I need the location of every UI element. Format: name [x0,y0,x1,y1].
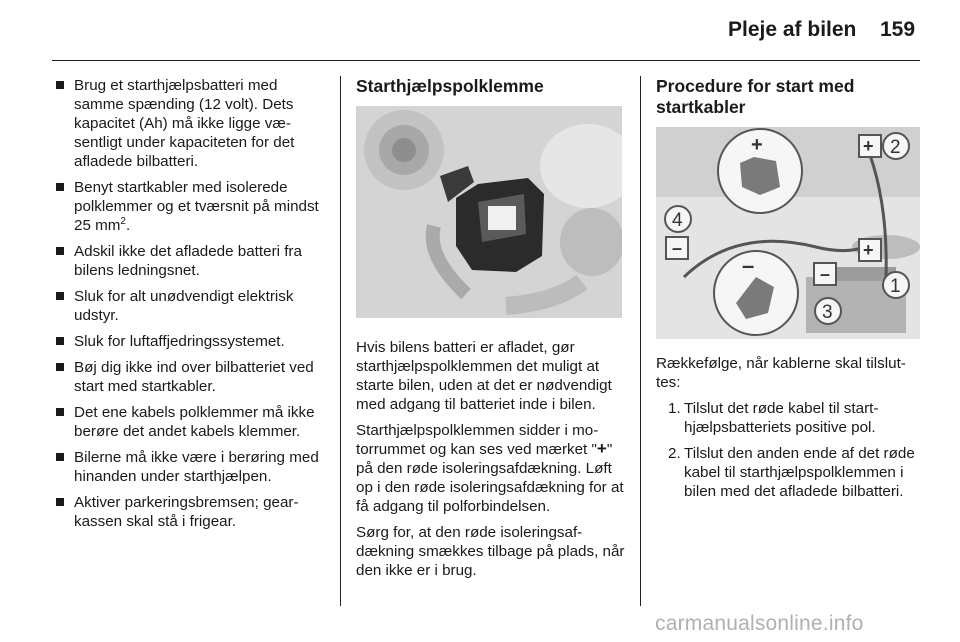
callout-3: 3 [822,302,833,323]
bullet-item: Sluk for alt unødvendigt elektrisk udstyr. [56,287,328,325]
column-divider [640,76,641,606]
section-title-procedure: Procedure for start med startkabler [656,76,855,117]
bullet-item: Aktiver parkeringsbremsen; gearkassen skal stå i frigear. [56,493,328,531]
bullet-square-icon [56,408,64,416]
step-item: 2. Tilslut den anden ende af det røde kabel til starthjælpspolklemmen i bilen med det afladede bilbatteri. [668,445,915,500]
bullet-item: Benyt startkabler med isolerede polklemmer og et tværsnit på mindst 25 $mm^2$. [56,178,328,235]
paragraph: Hvis bilens batteri er afladet, gør starthjælpspolklemmen det muligt at starte bilen, uden at det er nødvendigt med adgang til batteriet inde i bilen. [356,339,612,413]
figure-label-plus: + [751,134,763,156]
paragraph: Starthjælpspolklemmen sidder i motorrummet og kan ses ved mærket "+" på den røde isoleringsafdækning. Løft op i den røde isoleringsafdækning for at få adgang til polforbindelsen. [356,422,624,515]
bullet-item: Brug et starthjælpsbatteri med samme spænding (12 volt). Dets kapacitet (Ah) må ikke ligge væsentligt under kapaciteten for det afladede bilbatteri. [56,76,328,171]
intro-paragraph: Rækkefølge, når kablerne skal tilsluttes: [656,355,906,391]
column-left [56,76,328,538]
paragraph: Sørg for, at den røde isoleringsafdækning smækkes tilbage på plads, når den ikke er i brug. [356,524,625,579]
section-title-starthjaelpspolklemme: Starthjælpspolklemme [356,76,544,96]
bullet-square-icon [56,498,64,506]
column-middle [356,76,626,587]
bullet-square-icon [56,337,64,345]
bullet-item: Bilerne må ikke være i berøring med hinanden under starthjælpen. [56,448,328,486]
step-list [656,399,924,501]
bullet-item: Bøj dig ikke ind over bilbatteriet ved start med startkabler. [56,358,328,396]
header-title: Pleje af bilen [728,18,857,41]
page-number: 159 [880,18,916,41]
jump-start-terminal-photo [356,106,622,318]
bullet-square-icon [56,363,64,371]
page-header [0,0,960,62]
label-box-minus: – [820,264,831,284]
bullet-square-icon [56,292,64,300]
watermark-text: carmanualsonline.info [655,612,864,635]
label-box-plus: + [863,240,874,260]
header-rule [52,60,920,61]
jump-start-terminal-image [356,106,622,318]
figure-label-minus: – [742,253,755,278]
step-item: 1. Tilslut det røde kabel til starthjælpsbatteriets positive pol. [668,400,879,436]
bullet-square-icon [56,183,64,191]
bullet-square-icon [56,247,64,255]
callout-2: 2 [890,137,901,158]
jump-start-cable-illustration [656,127,920,339]
plus-symbol: + [596,439,607,458]
column-divider [340,76,341,606]
cable-connection-diagram [656,127,920,339]
column-right [656,76,924,508]
bullet-item: Adskil ikke det afladede batteri fra bilens ledningsnet. [56,242,328,280]
bullet-square-icon [56,453,64,461]
bullet-item: Det ene kabels polklemmer må ikke berøre det andet kabels klemmer. [56,403,328,441]
callout-1: 1 [890,276,901,297]
bullet-square-icon [56,81,64,89]
bullet-list [56,76,328,531]
bullet-item: Sluk for luftaffjedringssystemet. [56,332,328,351]
label-box-plus: + [863,136,874,156]
callout-4: 4 [672,210,683,231]
label-box-minus: – [672,238,683,258]
